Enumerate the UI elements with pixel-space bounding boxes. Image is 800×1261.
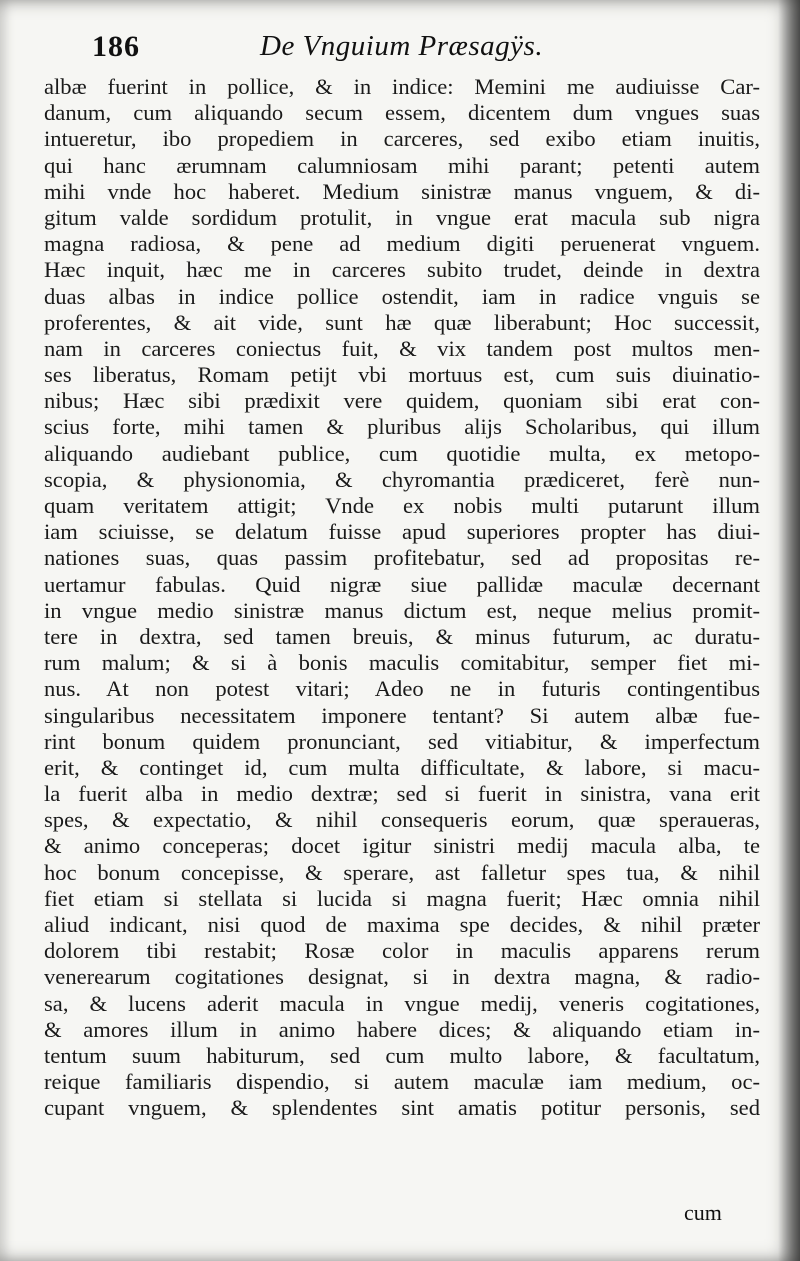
text-line: hoc bonum concepisse, & sperare, ast falletur spes tua, & nihil — [44, 859, 760, 885]
page-header — [92, 30, 712, 70]
text-line: cupant vnguem, & splendentes sint amatis potitur personis, sed — [44, 1095, 760, 1121]
text-line: Hæc inquit, hæc me in carceres subito trudet, deinde in dextra — [44, 257, 760, 283]
text-line: erit, & continget id, cum multa difficultate, & labore, si macu- — [44, 754, 760, 780]
text-line: duas albas in indice pollice ostendit, iam in radice vnguis se — [44, 283, 760, 309]
text-line: nibus; Hæc sibi prædixit vere quidem, quoniam sibi erat con- — [44, 388, 760, 414]
text-line: qui hanc ærumnam calumniosam mihi parant; petenti autem — [44, 152, 760, 178]
text-line: nationes suas, quas passim profitebatur, sed ad propositas re- — [44, 545, 760, 571]
text-line: intueretur, ibo propediem in carceres, sed exibo etiam inuitis, — [44, 126, 760, 152]
text-line: dolorem tibi restabit; Rosæ color in maculis apparens rerum — [44, 938, 760, 964]
text-line: fiet etiam si stellata si lucida si magna fuerit; Hæc omnia nihil — [44, 885, 760, 911]
text-line: reique familiaris dispendio, si autem maculæ iam medium, oc- — [44, 1069, 760, 1095]
text-line: nam in carceres coniectus fuit, & vix tandem post multos men- — [44, 335, 760, 361]
running-title: De Vnguium Præsagÿs. — [260, 30, 544, 62]
text-line: quam veritatem attigit; Vnde ex nobis multi putarunt illum — [44, 493, 760, 518]
text-line: proferentes, & ait vide, sunt hæ quæ liberabunt; Hoc successit, — [44, 309, 760, 335]
text-line: rum malum; & si à bonis maculis comitabitur, semper fiet mi- — [44, 650, 760, 676]
text-line: & animo conceperas; docet igitur sinistri medij macula alba, te — [44, 833, 760, 859]
text-line: albæ fuerint in pollice, & in indice: Memini me audiuisse Car- — [44, 74, 760, 99]
text-line: aliquando audiebant publice, cum quotidie multa, ex metopo- — [44, 440, 760, 466]
text-line: sa, & lucens aderit macula in vngue medij, veneris cogitationes, — [44, 990, 760, 1016]
text-line: danum, cum aliquando secum essem, dicentem dum vngues suas — [44, 100, 760, 126]
page-gutter-shadow — [778, 0, 800, 1261]
text-line: nus. At non potest vitari; Adeo ne in futuris contingentibus — [44, 676, 760, 702]
text-line: mihi vnde hoc haberet. Medium sinistræ manus vnguem, & di- — [44, 178, 760, 204]
text-line: & amores illum in animo habere dices; & aliquando etiam in- — [44, 1016, 760, 1042]
text-line: spes, & expectatio, & nihil consequeris eorum, quæ speraueras, — [44, 807, 760, 833]
text-line: uertamur fabulas. Quid nigræ siue pallidæ maculæ decernant — [44, 571, 760, 597]
text-line: tere in dextra, sed tamen breuis, & minus futurum, ac duratu- — [44, 623, 760, 649]
text-line: gitum valde sordidum protulit, in vngue erat macula sub nigra — [44, 204, 760, 230]
text-line: venerearum cogitationes designat, si in dextra magna, & radio- — [44, 964, 760, 990]
text-line: ses liberatus, Romam petijt vbi mortuus est, cum suis diuinatio- — [44, 362, 760, 388]
text-line: aliud indicant, nisi quod de maxima spe decides, & nihil præter — [44, 912, 760, 937]
text-line: singularibus necessitatem imponere tentant? Si autem albæ fue- — [44, 702, 760, 728]
text-line: tentum suum habiturum, sed cum multo labore, & facultatum, — [44, 1042, 760, 1068]
text-line: scopia, & physionomia, & chyromantia prædiceret, ferè nun- — [44, 466, 760, 492]
text-line: la fuerit alba in medio dextræ; sed si fuerit in sinistra, vana erit — [44, 781, 760, 807]
page-number: 186 — [92, 30, 140, 63]
text-line: in vngue medio sinistræ manus dictum est, neque melius promit- — [44, 597, 760, 623]
text-line: magna radiosa, & pene ad medium digiti peruenerat vnguem. — [44, 231, 760, 257]
body-text — [44, 74, 760, 1122]
text-line: iam sciuisse, se delatum fuisse apud superiores propter has diui- — [44, 519, 760, 545]
text-line: rint bonum quidem pronunciant, sed vitiabitur, & imperfectum — [44, 728, 760, 754]
text-line: scius forte, mihi tamen & pluribus alijs Scholaribus, qui illum — [44, 414, 760, 440]
catchword: cum — [684, 1200, 722, 1225]
